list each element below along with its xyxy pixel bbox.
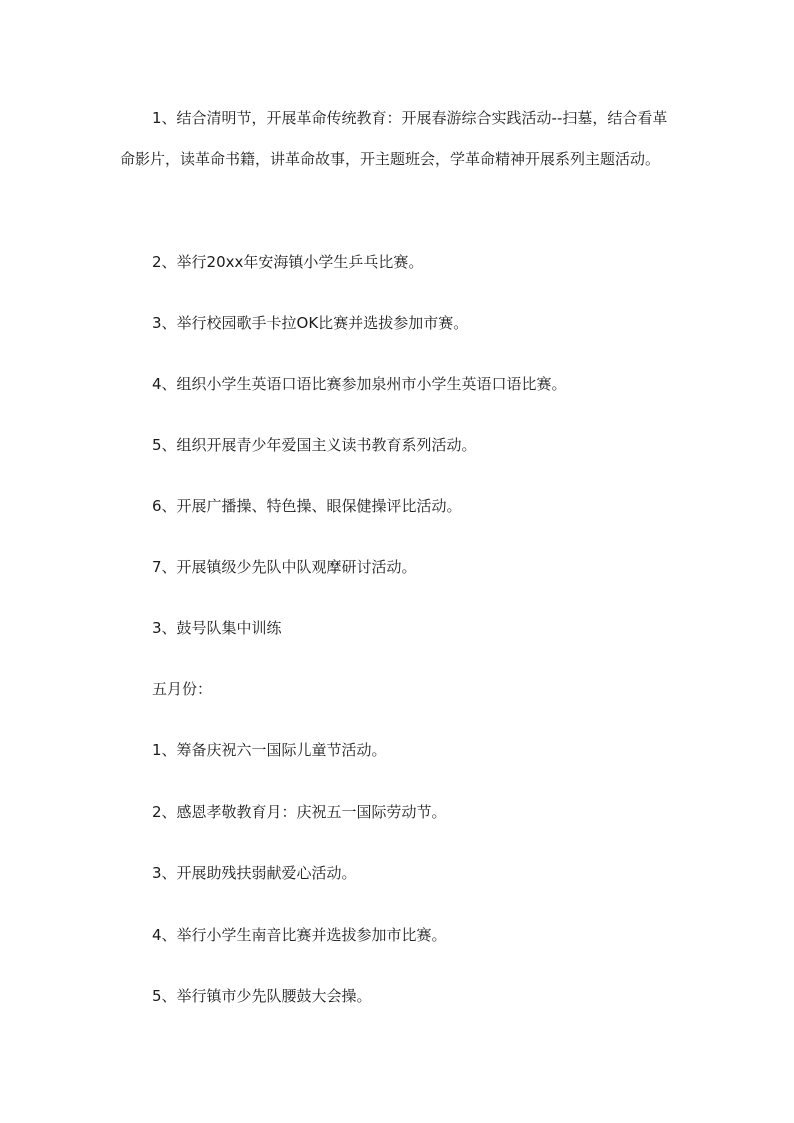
section-heading-may: 五月份： — [152, 680, 213, 698]
paragraph-april-6: 6、开展广播操、特色操、眼保健操评比活动。 — [152, 497, 462, 515]
paragraph-april-3: 3、举行校园歌手卡拉OK比赛并选拔参加市赛。 — [152, 314, 469, 332]
paragraph-may-4: 4、举行小学生南音比赛并选拔参加市比赛。 — [152, 926, 447, 944]
paragraph-april-1: 1、结合清明节，开展革命传统教育：开展春游综合实践活动--扫墓，结合看革命影片，读革命书籍，讲革命故事，开主题班会，学革命精神开展系列主题活动。 — [120, 109, 668, 168]
paragraph-april-2: 2、举行20xx年安海镇小学生乒乓比赛。 — [152, 253, 424, 271]
paragraph-april-5: 5、组织开展青少年爱国主义读书教育系列活动。 — [152, 436, 477, 454]
paragraph-april-7: 7、开展镇级少先队中队观摩研讨活动。 — [152, 558, 417, 576]
paragraph-may-5: 5、举行镇市少先队腰鼓大会操。 — [152, 987, 372, 1005]
paragraph-may-2: 2、感恩孝敬教育月：庆祝五一国际劳动节。 — [152, 803, 447, 821]
paragraph-drum-training: 3、鼓号队集中训练 — [152, 619, 282, 637]
paragraph-april-4: 4、组织小学生英语口语比赛参加泉州市小学生英语口语比赛。 — [152, 375, 567, 393]
paragraph-may-1: 1、筹备庆祝六一国际儿童节活动。 — [152, 741, 387, 759]
paragraph-may-3: 3、开展助残扶弱献爱心活动。 — [152, 864, 357, 882]
